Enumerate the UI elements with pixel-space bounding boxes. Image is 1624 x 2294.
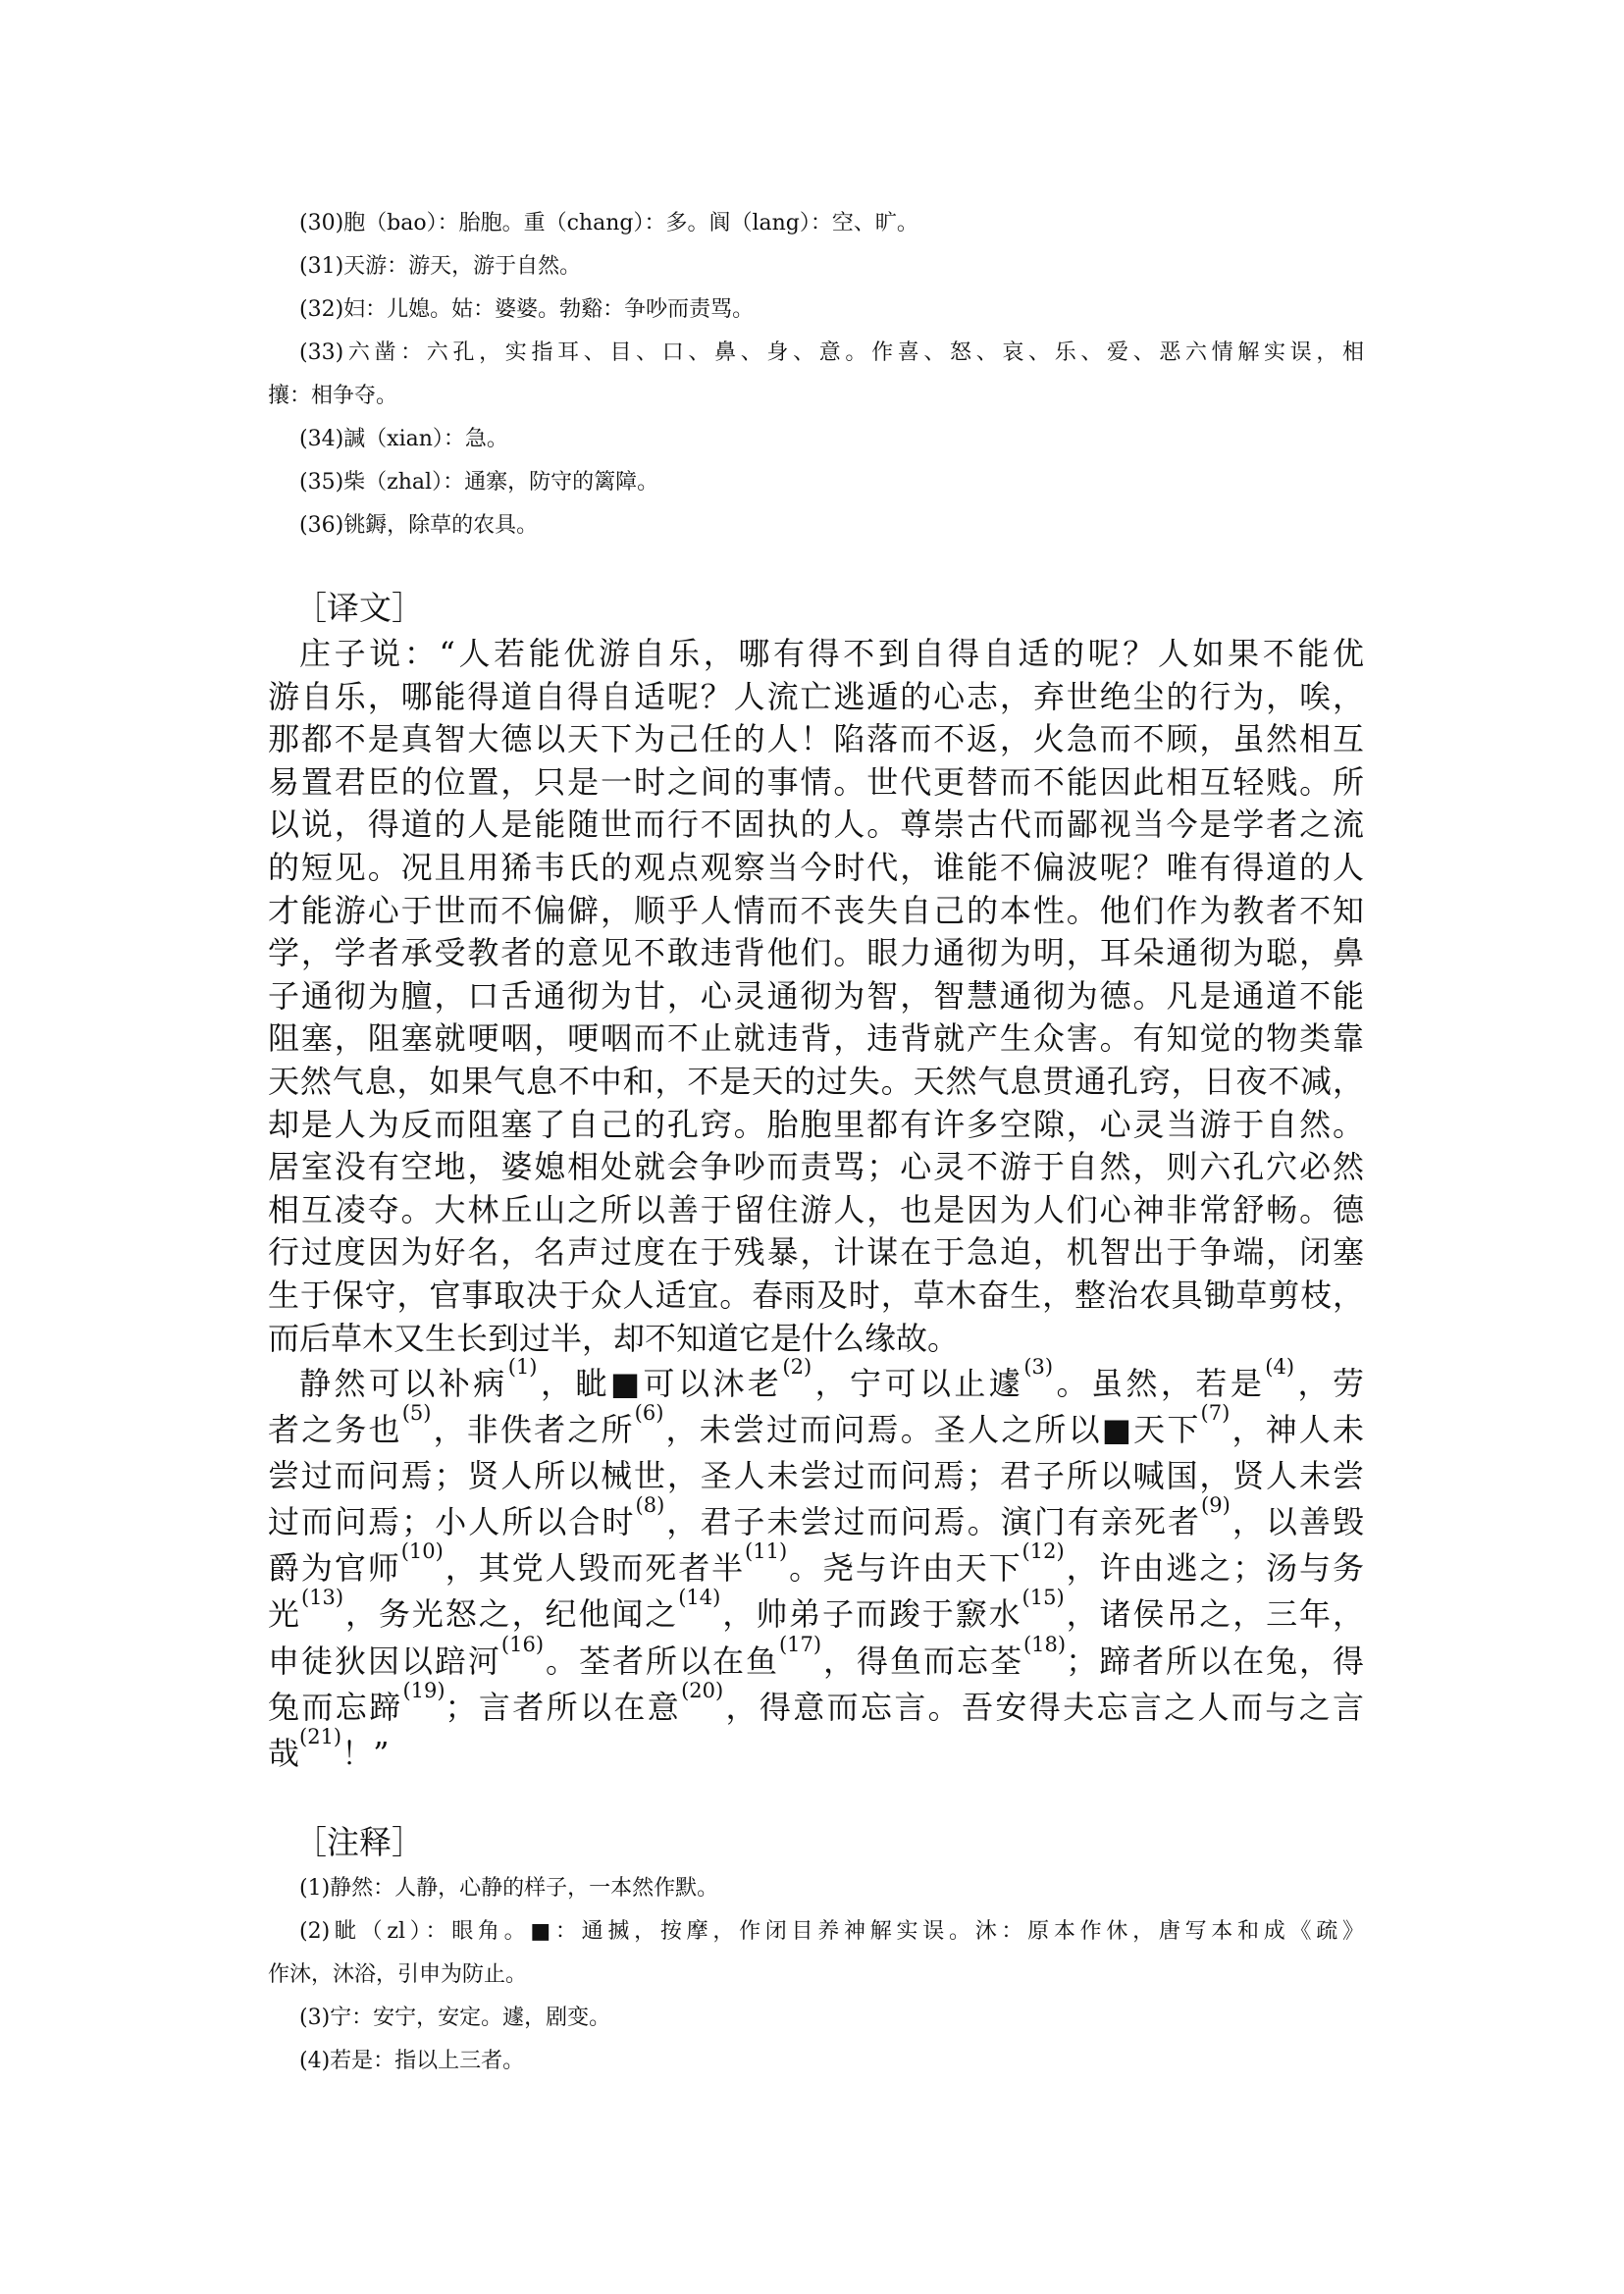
footnote-marker: (11) (745, 1539, 788, 1564)
annotations-heading: ［注释］ (294, 1823, 424, 1861)
paragraph-line: 哉$^{(21)}$！” (268, 1724, 390, 1772)
paragraph-line: 过而问焉；小人所以合时$^{(8)}$，君子未尝过而问焉。演门有亲死者$^{(9)}$，以善毁 (268, 1493, 1364, 1541)
translation-heading: ［译文］ (294, 589, 424, 627)
paragraph-line: 兔而忘蹄$^{(19)}$；言者所以在意$^{(20)}$，得意而忘言。吾安得夫忘言之人而与之言 (268, 1678, 1364, 1726)
paragraph-line: 相互凌夺。大林丘山之所以善于留住游人，也是因为人们心神非常舒畅。德 (268, 1190, 1364, 1228)
paragraph-line: 阻塞，阻塞就哽咽，哽咽而不止就违背，违背就产生众害。有知觉的物类靠 (268, 1019, 1364, 1058)
note-line: (1)静然：人静，心静的样子，一本然作默。 (299, 1876, 719, 1901)
note-line: (2)眦（zl）：眼角。■：通搣，按摩，作闭目养神解实误。沐：原本作休，唐写本和成《疏》 (299, 1919, 1364, 1944)
footnote-marker: (3) (1023, 1355, 1054, 1379)
footnote-marker: (5) (401, 1401, 432, 1426)
paragraph-line: 尝过而问焉；贤人所以械世，圣人未尝过而问焉；君子所以喊国，贤人未尝 (268, 1457, 1364, 1495)
note-line: 作沐，沐浴，引申为防止。 (268, 1962, 528, 1987)
paragraph-line: 生于保守，官事取决于众人适宜。春雨及时，草木奋生，整治农具锄草剪枝， (268, 1276, 1364, 1314)
footnote-marker: (9) (1201, 1493, 1231, 1518)
footnote-marker: (17) (778, 1632, 822, 1656)
footnote-marker: (2) (782, 1355, 812, 1379)
paragraph-line: 天然气息，如果气息不中和，不是天的过失。天然气息贯通孔窍，日夜不减， (268, 1062, 1364, 1100)
note-line: (31)天游：游天，游于自然。 (299, 254, 582, 279)
note-line: 攘：相争夺。 (268, 384, 398, 408)
paragraph-line: 才能游心于世而不偏僻，顺乎人情而不丧失自己的本性。他们作为教者不知 (268, 891, 1364, 929)
footnote-marker: (14) (678, 1586, 721, 1610)
paragraph-line: 却是人为反而阻塞了自己的孔窍。胎胞里都有许多空隙，心灵当游于自然。 (268, 1105, 1364, 1143)
paragraph-line: 而后草木又生长到过半，却不知道它是什么缘故。 (268, 1319, 960, 1357)
paragraph-line: 者之务也$^{(5)}$，非佚者之所$^{(6)}$，未尝过而问焉。圣人之所以■天下$^{(7)}$，神人未 (268, 1401, 1364, 1449)
original-text-paragraph (268, 1355, 1364, 1777)
footnote-marker: (10) (400, 1539, 444, 1564)
note-line: (4)若是：指以上三者。 (299, 2049, 525, 2073)
paragraph-line: 居室没有空地，婆媳相处就会争吵而责骂；心灵不游于自然，则六孔穴必然 (268, 1148, 1364, 1186)
footnote-marker: (15) (1022, 1586, 1065, 1610)
paragraph-line: 光$^{(13)}$，务光怒之，纪他闻之$^{(14)}$，帅弟子而踆于窾水$^{(15)}$，诸侯吊之，三年， (268, 1586, 1364, 1634)
paragraph-line: 静然可以补病$^{(1)}$，眦■可以沐老$^{(2)}$，宁可以止遽$^{(3)}$。虽然，若是$^{(4)}$，劳 (299, 1355, 1364, 1402)
annotations-list (268, 1867, 1364, 2083)
note-line: (3)宁：安宁，安定。遽，剧变。 (299, 2006, 611, 2030)
paragraph-line: 申徒狄因以踣河$^{(16)}$。荃者所以在鱼$^{(17)}$，得鱼而忘荃$^{(18)}$；蹄者所以在兔，得 (268, 1632, 1364, 1680)
footnote-marker: (12) (1022, 1539, 1065, 1564)
note-line: (33)六凿：六孔，实指耳、目、口、鼻、身、意。作喜、怒、哀、乐、爱、恶六情解实误，相 (299, 340, 1364, 365)
paragraph-line: 学，学者承受教者的意见不敢违背他们。眼力通彻为明，耳朵通彻为聪，鼻 (268, 934, 1364, 972)
footnote-marker: (4) (1265, 1355, 1295, 1379)
paragraph-line: 那都不是真智大德以天下为己任的人！陷落而不返，火急而不顾，虽然相互 (268, 720, 1364, 758)
footnote-marker: (21) (299, 1724, 342, 1748)
paragraph-line: 以说，得道的人是能随世而行不固执的人。尊崇古代而鄙视当今是学者之流 (268, 806, 1364, 844)
footnote-marker: (16) (500, 1632, 545, 1656)
footnote-marker: (6) (634, 1401, 664, 1426)
footnote-marker: (19) (402, 1678, 445, 1702)
footnote-marker: (13) (300, 1586, 344, 1610)
translation-paragraph (268, 633, 1364, 1360)
note-line: (35)柴（zhal）：通寨，防守的篱障。 (299, 470, 659, 495)
notes-continued (268, 202, 1364, 547)
paragraph-line: 庄子说：“人若能优游自乐，哪有得不到自得自适的呢？人如果不能优 (299, 635, 1364, 672)
footnote-marker: (1) (507, 1355, 538, 1379)
paragraph-line: 易置君臣的位置，只是一时之间的事情。世代更替而不能因此相互轻贱。所 (268, 762, 1364, 801)
note-line: (36)铫鎒，除草的农具。 (299, 513, 539, 538)
note-line: (34)諴（xian）：急。 (299, 427, 508, 451)
note-line: (32)妇：儿媳。姑：婆婆。勃谿：争吵而责骂。 (299, 297, 755, 322)
note-line: (30)胞（bao）：胎胞。重（chang）：多。阆（lang）：空、旷。 (299, 211, 918, 235)
paragraph-line: 游自乐，哪能得道自得自适呢？人流亡逃遁的心志，弃世绝尘的行为，唉， (268, 677, 1364, 715)
paragraph-line: 爵为官师$^{(10)}$，其党人毁而死者半$^{(11)}$。尧与许由天下$^{(12)}$，许由逃之；汤与务 (268, 1539, 1364, 1588)
paragraph-line: 的短见。况且用狶韦氏的观点观察当今时代，谁能不偏波呢？唯有得道的人 (268, 848, 1364, 886)
paragraph-line: 子通彻为膻，口舌通彻为甘，心灵通彻为智，智慧通彻为德。凡是通道不能 (268, 976, 1364, 1015)
footnote-marker: (20) (681, 1678, 724, 1702)
footnote-marker: (18) (1022, 1632, 1067, 1656)
footnote-marker: (8) (635, 1493, 665, 1518)
footnote-marker: (7) (1200, 1401, 1231, 1426)
paragraph-line: 行过度因为好名，名声过度在于残暴，计谋在于急迫，机智出于争端，闭塞 (268, 1233, 1364, 1272)
